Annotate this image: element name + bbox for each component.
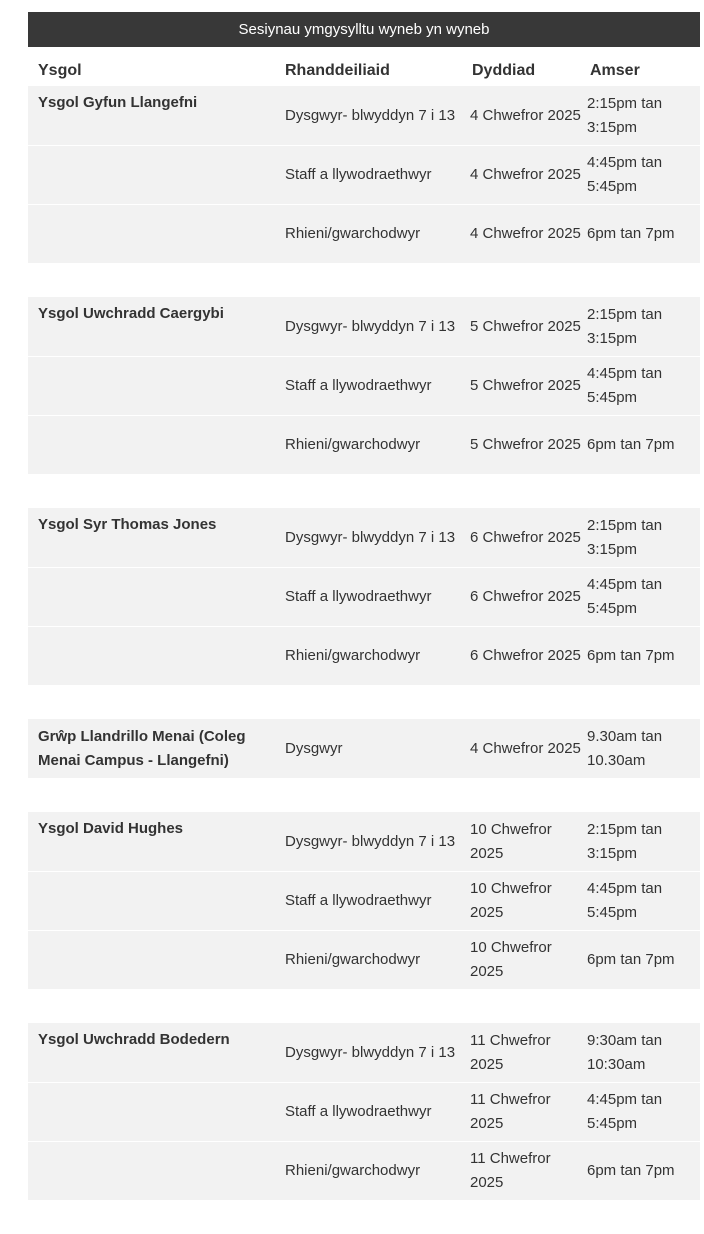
table-row bbox=[28, 567, 700, 626]
participants-cell: Staff a llywodraethwyr bbox=[285, 892, 432, 909]
header-school: Ysgol bbox=[38, 62, 82, 79]
participants-cell: Rhieni/gwarchodwyr bbox=[285, 436, 421, 453]
date-cell: 4 Chwefror 2025 bbox=[470, 106, 581, 124]
participants-cell: Staff a llywodraethwyr bbox=[285, 166, 432, 183]
time-cell: 4:45pm tan 5:45pm bbox=[587, 880, 663, 921]
participants-cell: Rhieni/gwarchodwyr bbox=[285, 1162, 421, 1179]
table-row bbox=[28, 356, 700, 415]
participants-cell: Rhieni/gwarchodwyr bbox=[285, 951, 421, 968]
table-row bbox=[28, 1141, 700, 1200]
time-cell: 4:45pm tan 5:45pm bbox=[587, 576, 663, 617]
participants-cell: Rhieni/gwarchodwyr bbox=[285, 225, 421, 242]
table-row bbox=[28, 626, 700, 685]
date-cell: 10 Chwefror 2025 bbox=[470, 820, 552, 862]
participants-cell: Staff a llywodraethwyr bbox=[285, 588, 432, 605]
school-cell bbox=[28, 627, 285, 685]
time-cell: 6pm tan 7pm bbox=[587, 647, 675, 664]
date-cell: 5 Chwefror 2025 bbox=[470, 377, 581, 394]
date-cell: 4 Chwefror 2025 bbox=[470, 739, 581, 757]
table-row bbox=[28, 415, 700, 474]
time-cell: 2:15pm tan 3:15pm bbox=[587, 820, 663, 862]
date-cell: 10 Chwefror 2025 bbox=[470, 939, 552, 980]
time-cell: 2:15pm tan 3:15pm bbox=[587, 94, 663, 136]
participants-cell: Rhieni/gwarchodwyr bbox=[285, 647, 421, 664]
school-cell bbox=[28, 931, 285, 989]
date-cell: 5 Chwefror 2025 bbox=[470, 436, 581, 453]
date-cell: 11 Chwefror 2025 bbox=[470, 1091, 551, 1132]
header-participants: Rhanddeiliaid bbox=[285, 62, 390, 79]
table-title: Sesiynau ymgysylltu wyneb yn wyneb bbox=[28, 12, 700, 47]
table-row bbox=[28, 719, 700, 778]
school-group bbox=[28, 1023, 700, 1200]
time-cell: 6pm tan 7pm bbox=[587, 951, 675, 968]
date-cell: 10 Chwefror 2025 bbox=[470, 880, 552, 921]
time-cell: 2:15pm tan 3:15pm bbox=[587, 305, 663, 347]
participants-cell: Staff a llywodraethwyr bbox=[285, 1103, 432, 1120]
table-row bbox=[28, 204, 700, 263]
school-group bbox=[28, 297, 700, 474]
time-cell: 9:30am tan 10:30am bbox=[587, 1031, 663, 1073]
table-row bbox=[28, 1082, 700, 1141]
time-cell: 6pm tan 7pm bbox=[587, 436, 675, 453]
school-cell: Ysgol Syr Thomas Jones bbox=[38, 516, 217, 533]
school-cell: Grŵp Llandrillo Menai (Coleg Menai Campus - Llangefni) bbox=[38, 727, 246, 769]
school-cell: Ysgol Uwchradd Caergybi bbox=[38, 305, 224, 322]
time-cell: 4:45pm tan 5:45pm bbox=[587, 1091, 663, 1132]
school-cell: Ysgol Gyfun Llangefni bbox=[38, 94, 198, 111]
school-group bbox=[28, 719, 700, 778]
time-cell: 6pm tan 7pm bbox=[587, 1162, 675, 1179]
header-date: Dyddiad bbox=[472, 62, 536, 79]
table-row bbox=[28, 930, 700, 989]
school-group bbox=[28, 812, 700, 989]
date-cell: 6 Chwefror 2025 bbox=[470, 528, 581, 546]
time-cell: 4:45pm tan 5:45pm bbox=[587, 365, 663, 406]
date-cell: 11 Chwefror 2025 bbox=[470, 1150, 551, 1191]
participants-cell: Staff a llywodraethwyr bbox=[285, 377, 432, 394]
participants-cell: Dysgwyr- blwyddyn 7 i 13 bbox=[285, 1043, 456, 1061]
school-cell bbox=[28, 1083, 285, 1141]
school-cell bbox=[28, 205, 285, 263]
date-cell: 4 Chwefror 2025 bbox=[470, 166, 581, 183]
school-cell bbox=[28, 872, 285, 930]
school-cell bbox=[28, 146, 285, 204]
school-cell: Ysgol David Hughes bbox=[38, 820, 184, 837]
participants-cell: Dysgwyr- blwyddyn 7 i 13 bbox=[285, 528, 456, 546]
school-cell bbox=[28, 357, 285, 415]
table-row bbox=[28, 297, 700, 356]
participants-cell: Dysgwyr bbox=[285, 739, 343, 757]
table-row bbox=[28, 871, 700, 930]
school-group bbox=[28, 86, 700, 263]
table-row bbox=[28, 1023, 700, 1082]
table-row bbox=[28, 145, 700, 204]
date-cell: 4 Chwefror 2025 bbox=[470, 225, 581, 242]
participants-cell: Dysgwyr- blwyddyn 7 i 13 bbox=[285, 106, 456, 124]
time-cell: 4:45pm tan 5:45pm bbox=[587, 154, 663, 195]
table-row bbox=[28, 86, 700, 145]
school-cell bbox=[28, 568, 285, 626]
table-row bbox=[28, 508, 700, 567]
date-cell: 11 Chwefror 2025 bbox=[470, 1031, 551, 1073]
school-cell: Ysgol Uwchradd Bodedern bbox=[38, 1031, 230, 1048]
participants-cell: Dysgwyr- blwyddyn 7 i 13 bbox=[285, 832, 456, 850]
school-cell bbox=[28, 416, 285, 474]
participants-cell: Dysgwyr- blwyddyn 7 i 13 bbox=[285, 317, 456, 335]
time-cell: 6pm tan 7pm bbox=[587, 225, 675, 242]
table-row bbox=[28, 812, 700, 871]
sessions-table bbox=[28, 86, 700, 1234]
date-cell: 6 Chwefror 2025 bbox=[470, 647, 581, 664]
time-cell: 9.30am tan 10.30am bbox=[587, 727, 663, 769]
date-cell: 5 Chwefror 2025 bbox=[470, 317, 581, 335]
header-time: Amser bbox=[590, 62, 640, 79]
school-cell bbox=[28, 1142, 285, 1200]
date-cell: 6 Chwefror 2025 bbox=[470, 588, 581, 605]
school-group bbox=[28, 508, 700, 685]
time-cell: 2:15pm tan 3:15pm bbox=[587, 516, 663, 558]
